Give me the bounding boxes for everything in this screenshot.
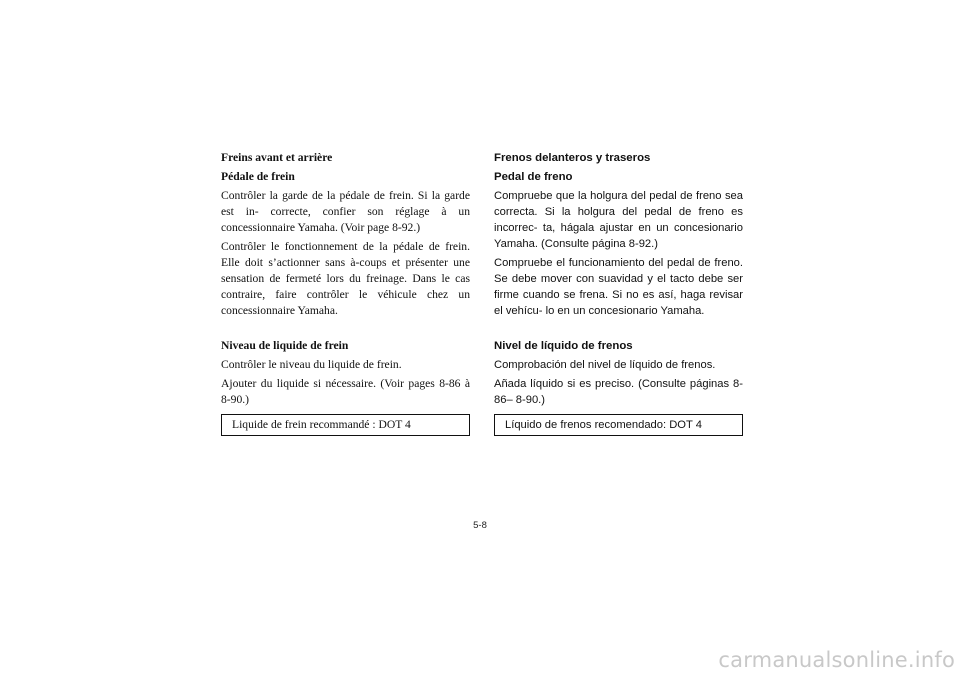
spanish-column (494, 150, 743, 436)
fluid-paragraph-2: Ajouter du liquide si nécessaire. (Voir pages 8-86 à 8-90.) (221, 377, 470, 406)
page-number: 5-8 (473, 520, 487, 531)
french-column (221, 150, 470, 436)
watermark-logo: carmanualsonline.info (718, 648, 955, 672)
pedal-paragraph-1: Contrôler la garde de la pédale de frein. Si la garde est in- correcte, confier son réglage à un concessionnaire Yamaha. (Voir page 8-92.) (221, 189, 470, 234)
fluid-paragraph-1: Contrôler le niveau du liquide de frein. (221, 358, 402, 371)
pedal-paragraph-2: Compruebe el funcionamiento del pedal de freno. Se debe mover con suavidad y el tacto debe ser firme cuando se frena. Si no es así, haga revisar el vehícu- lo en un concesionario Yamaha. (494, 257, 743, 317)
recommended-fluid-box: Líquido de frenos recomendado: DOT 4 (494, 414, 743, 436)
recommended-fluid-box: Liquide de frein recommandé : DOT 4 (221, 414, 470, 436)
fluid-paragraph-1: Comprobación del nivel de líquido de frenos. (494, 359, 716, 371)
pedal-paragraph-2: Contrôler le fonctionnement de la pédale de frein. Elle doit s’actionner sans à-coups et présenter une sensation de fermeté lors du freinage. Dans le cas contraire, faire contrôler le véhicule chez un concessionnaire Yamaha. (221, 240, 470, 317)
fluid-paragraph-2: Añada líquido si es preciso. (Consulte páginas 8-86– 8-90.) (494, 378, 743, 406)
pedal-heading: Pédale de frein (221, 170, 295, 183)
fluid-heading: Niveau de liquide de frein (221, 339, 349, 352)
pedal-paragraph-1: Compruebe que la holgura del pedal de freno sea correcta. Si la holgura del pedal de freno es incorrec- ta, hágala ajustar en un concesionario Yamaha. (Consulte página 8-92.) (494, 190, 743, 250)
section-title: Freins avant et arrière (221, 151, 333, 164)
section-title: Frenos delanteros y traseros (494, 152, 651, 164)
pedal-heading: Pedal de freno (494, 171, 573, 183)
fluid-heading: Nivel de líquido de frenos (494, 340, 633, 352)
